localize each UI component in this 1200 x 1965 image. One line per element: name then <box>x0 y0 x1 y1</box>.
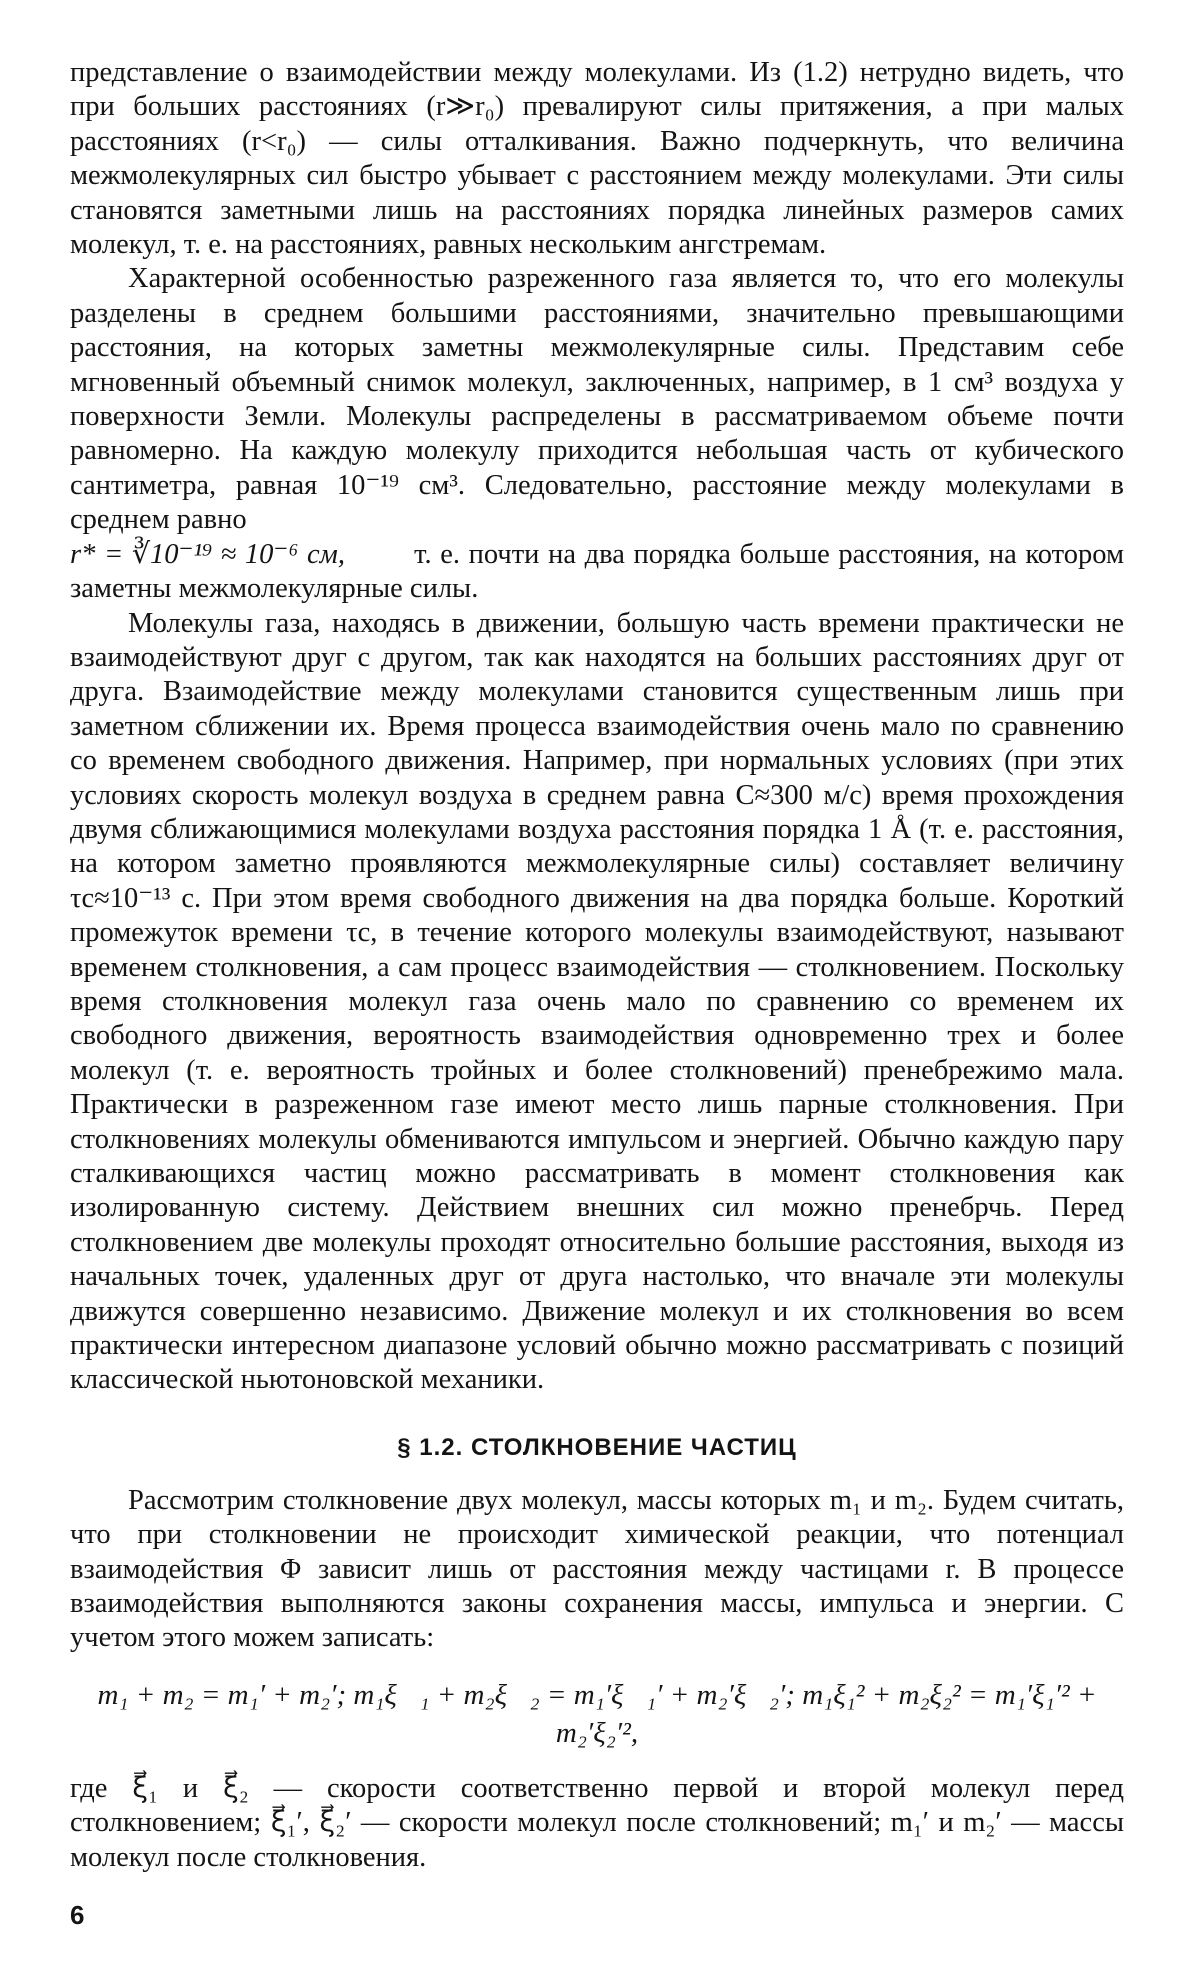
paragraph-collisions: Молекулы газа, находясь в движении, большую часть времени практически не взаимодействуют друг с другом, так как находятся на больших расстояниях друг от друга. Взаимодействие между молекулами становится существенным лишь при заметном сближении их. Время процесса взаимодействия очень мало по сравнению со временем свободного движения. Например, при нормальных условиях (при этих условиях скорость молекул воздуха в среднем равна C≈300 м/с) время прохождения двумя сближающимися молекулами воздуха расстояния порядка 1 Å (т. е. расстояния, на котором заметно проявляются межмолекулярные силы) составляет величину τc≈10⁻¹³ с. При этом время свободного движения на два порядка больше. Короткий промежуток времени τc, в течение которого молекулы взаимодействуют, называют временем столкновения, а сам процесс взаимодействия — столкновением. Поскольку время столкновения молекул газа очень мало по сравнению со временем их свободного движения, вероятность взаимодействия одновременно трех и более молекул (т. е. вероятность тройных и более столкновений) пренебрежимо мала. Практически в разреженном газе имеют место лишь парные столкновения. При столкновениях молекулы обмениваются импульсом и энергией. Обычно каждую пару сталкивающихся частиц можно рассматривать в момент столкновения как изолированную систему. Действием внешних сил можно пренебрчь. Перед столкновением две молекулы проходят относительно большие расстояния, выходя из начальных точек, удаленных друг от друга настолько, что вначале эти молекулы движутся совершенно независимо. Движение молекул и их столкновения во всем практически интересном диапазоне условий обычно можно рассматривать с позиций классической ньютоновской механики. <box>70 607 1124 1396</box>
conservation-equations: m₁ + m₂ = m₁′ + m₂′; m₁ξ⃗₁ + m₂ξ⃗₂ = m₁′ξ⃗₁′ + m₂′ξ⃗₂′; m₁ξ₁² + m₂ξ₂² = m₁′ξ₁′² + m₂′ξ₂′², <box>97 1678 1097 1749</box>
paragraph-collision-setup: Рассмотрим столкновение двух молекул, массы которых m₁ и m₂. Будем считать, что при столкновении не происходит химической реакции, что потенциал взаимодействия Φ зависит лишь от расстояния между частицами r. В процессе взаимодействия выполняются законы сохранения массы, импульса и энергии. С учетом этого можем записать: <box>70 1484 1124 1654</box>
paragraph-distance-formula <box>70 538 1124 607</box>
page-body <box>70 56 1124 1875</box>
paragraph-notation: где ξ⃗₁ и ξ⃗₂ — скорости соответственно первой и второй молекул перед столкновением; ξ⃗₁′, ξ⃗₂′ — скорости молекул после столкновений; m₁′ и m₂′ — массы молекул после столкновения. <box>70 1772 1124 1873</box>
page-number: 6 <box>70 1900 85 1930</box>
distance-formula: r* = ∛10⁻¹⁹ ≈ 10⁻⁶ см, <box>70 538 345 570</box>
distance-formula-tail: т. е. почти на два порядка больше расстояния, на котором заметны межмолекулярные силы. <box>70 538 1125 605</box>
section-heading: § 1.2. СТОЛКНОВЕНИЕ ЧАСТИЦ <box>397 1433 797 1461</box>
paragraph-intro: представление о взаимодействии между молекулами. Из (1.2) нетрудно видеть, что при больших расстояниях (r≫r₀) превалируют силы притяжения, а при малых расстояниях (r<r₀) — силы отталкивания. Важно подчеркнуть, что величина межмолекулярных сил быстро убывает с расстоянием между молекулами. Эти силы становятся заметными лишь на расстояниях порядка линейных размеров самих молекул, т. е. на расстояниях, равных нескольким ангстремам. <box>70 57 1124 261</box>
paragraph-rarefied-gas: Характерной особенностью разреженного газа является то, что его молекулы разделены в среднем большими расстояниями, значительно превышающими расстояния, на которых заметны межмолекулярные силы. Представим себе мгновенный объемный снимок молекул, заключенных, например, в 1 см³ воздуха у поверхности Земли. Молекулы распределены в рассматриваемом объеме почти равномерно. На каждую молекулу приходится небольшая часть от кубического сантиметра, равная 10⁻¹⁹ см³. Следовательно, расстояние между молекулами в среднем равно <box>70 263 1124 536</box>
